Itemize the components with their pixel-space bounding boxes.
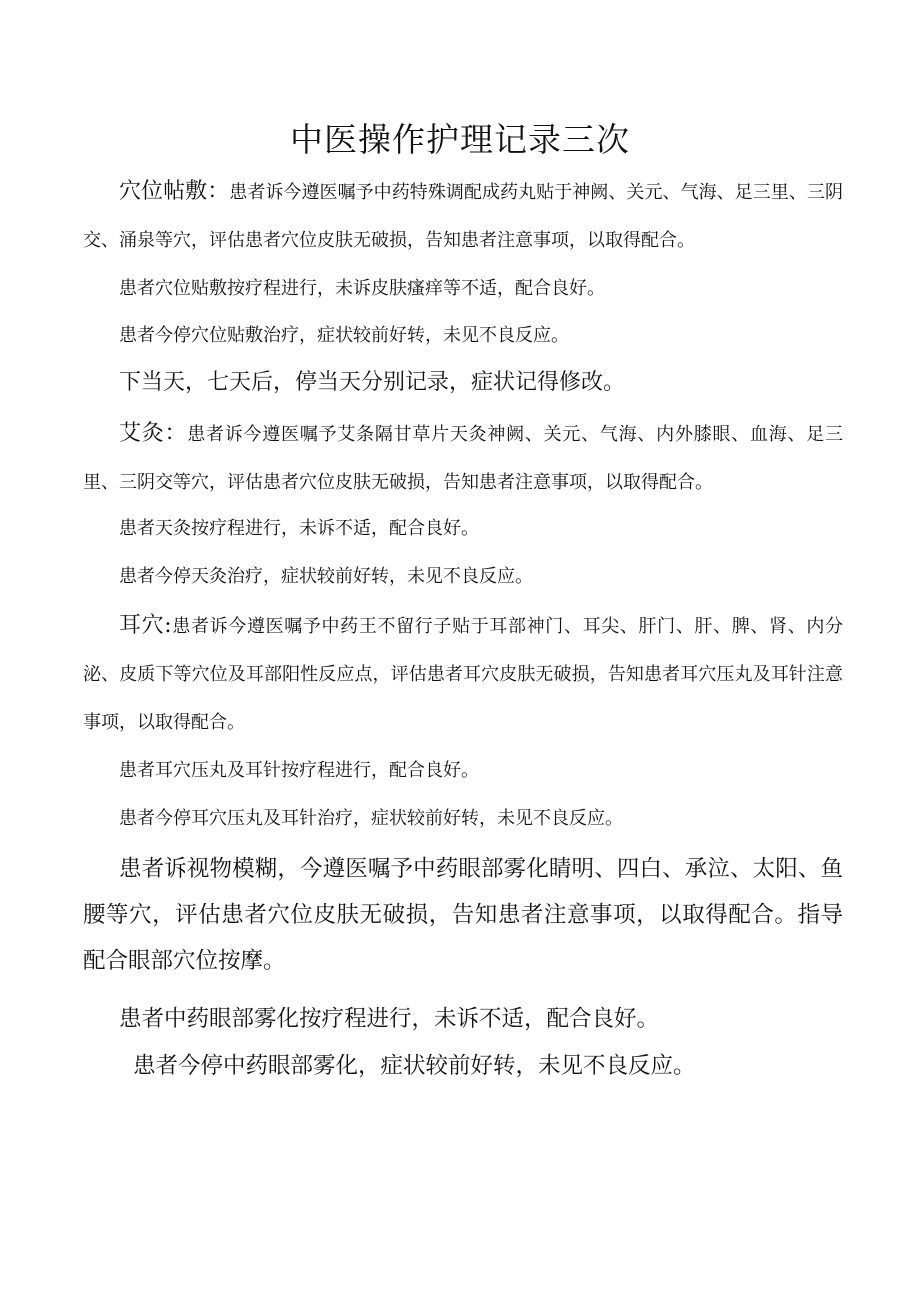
moxibustion-label: 艾灸： [119, 421, 188, 446]
moxibustion-paragraph [83, 410, 843, 507]
page-title: 中医操作护理记录三次 [290, 120, 630, 159]
ear-acupoint-text: 患者诉今遵医嘱予中药王不留行子贴于耳部神门、耳尖、肝门、肝、脾、肾、内分泌、皮质下等穴位及耳部阳性反应点，评估患者耳穴皮肤无破损，告知患者耳穴压丸及耳针注意事项，以取得配合。 [83, 616, 843, 733]
moxibustion-text: 患者诉今遵医嘱予艾条隔甘草片天灸神阙、关元、气海、内外膝眼、血海、足三里、三阴交等穴，评估患者穴位皮肤无破损，告知患者注意事项，以取得配合。 [83, 424, 843, 493]
ear-acupoint-label: 耳穴: [119, 613, 172, 638]
ear-acupoint-progress: 患者耳穴压丸及耳针按疗程进行，配合良好。 [119, 760, 479, 781]
eye-nebulization-progress: 患者中药眼部雾化按疗程进行，未诉不适，配合良好。 [119, 1006, 660, 1032]
acupoint-application-label: 穴位帖敷： [119, 179, 230, 204]
recording-note: 下当天，七天后，停当天分别记录，症状记得修改。 [119, 370, 626, 395]
acupoint-application-paragraph [83, 168, 843, 265]
acupoint-application-text: 患者诉今遵医嘱予中药特殊调配成药丸贴于神阙、关元、气海、足三里、三阴交、涌泉等穴，评估患者穴位皮肤无破损，告知患者注意事项，以取得配合。 [83, 182, 843, 251]
acupoint-application-progress: 患者穴位贴敷按疗程进行，未诉皮肤瘙痒等不适，配合良好。 [119, 278, 605, 299]
ear-acupoint-paragraph [83, 602, 843, 747]
eye-nebulization-stop: 患者今停中药眼部雾化，症状较前好转，未见不良反应。 [133, 1053, 696, 1079]
ear-acupoint-stop: 患者今停耳穴压丸及耳针治疗，症状较前好转，未见不良反应。 [119, 808, 623, 829]
eye-nebulization-paragraph: 患者诉视物模糊，今遵医嘱予中药眼部雾化睛明、四白、承泣、太阳、鱼腰等穴，评估患者穴位皮肤无破损，告知患者注意事项，以取得配合。指导配合眼部穴位按摩。 [83, 856, 843, 974]
moxibustion-progress: 患者天灸按疗程进行，未诉不适，配合良好。 [119, 518, 479, 539]
moxibustion-stop: 患者今停天灸治疗，症状较前好转，未见不良反应。 [119, 566, 533, 587]
acupoint-application-stop: 患者今停穴位贴敷治疗，症状较前好转，未见不良反应。 [119, 325, 569, 346]
